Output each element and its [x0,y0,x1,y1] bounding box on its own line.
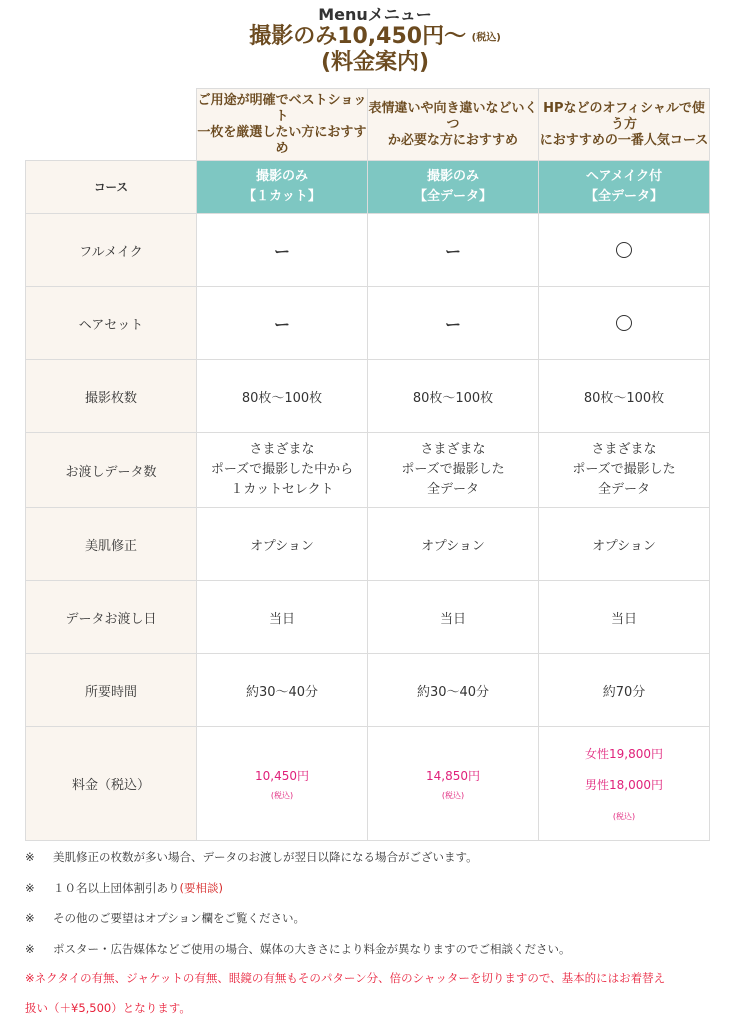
course-header: 撮影のみ 【全データ】 [368,161,539,214]
row-delivery [26,433,710,508]
table-cell: 約70分 [539,654,710,727]
table-cell: さまざまな ポーズで撮影した 全データ [368,433,539,508]
note-retouch: ※ 美肌修正の枚数が多い場合、データのお渡しが翌日以降になる場合がございます。 [25,850,478,864]
note-mark: ※ [25,881,35,895]
table-cell: 約30〜40分 [368,654,539,727]
row-retouch [26,508,710,581]
row-label: データお渡し日 [26,581,197,654]
row-duration [26,654,710,727]
circle-icon [616,242,632,258]
table-cell [368,214,539,287]
course-header: ヘアメイク付 【全データ】 [539,161,710,214]
note-group-discount: ※ １０名以上団体割引あり(要相談) [25,881,223,895]
table-cell [197,287,368,360]
red-note-line1: ※ネクタイの有無、ジャケットの有無、眼鏡の有無もそのパターン分、倍のシャッターを切りますので、基本的にはお着替え [25,971,666,985]
blank-cell [26,89,197,161]
note-mark: ※ [25,942,35,956]
table-cell: オプション [368,508,539,581]
course-row [26,161,710,214]
dash-mark: ー [444,241,461,261]
table-cell: 80枚〜100枚 [368,360,539,433]
course-label: コース [26,161,197,214]
note-mark: ※ [25,911,35,925]
red-note-line2: 扱い（＋¥5,500）となります。 [25,1001,191,1015]
row-label: 美肌修正 [26,508,197,581]
price-female: 女性19,800円 [585,747,663,761]
recommend-cell: ご用途が明確でベストショット 一枚を厳選したい方におすすめ [197,89,368,161]
price-subtitle: (料金案内) [320,50,430,75]
recommend-cell: HPなどのオフィシャルで使う方 におすすめの一番人気コース [539,89,710,161]
table-cell: 当日 [539,581,710,654]
consult-label: (要相談) [179,881,223,895]
price-tax: (税込) [471,32,501,44]
table-cell [539,727,710,841]
table-cell [368,727,539,841]
table-cell: さまざまな ポーズで撮影した 全データ [539,433,710,508]
row-label: お渡しデータ数 [26,433,197,508]
course-header: 撮影のみ 【１カット】 [197,161,368,214]
menu-table [25,88,710,841]
menu-title: Menuメニュー [318,5,432,24]
tax-note: (税込) [441,790,465,800]
tax-note: (税込) [270,790,294,800]
row-shots [26,360,710,433]
row-delivery-day [26,581,710,654]
price-value: 14,850円 [426,768,480,783]
table-cell [368,287,539,360]
table-cell [539,287,710,360]
recommend-row [26,89,710,161]
table-cell [197,214,368,287]
dash-mark: ー [273,241,290,261]
recommend-cell: 表情違いや向き違いなどいくつ か必要な方におすすめ [368,89,539,161]
circle-icon [616,315,632,331]
dash-mark: ー [273,314,290,334]
row-full-makeup [26,214,710,287]
table-cell: 当日 [368,581,539,654]
price-value: 10,450円 [255,768,309,783]
row-price [26,727,710,841]
table-cell: さまざまな ポーズで撮影した中から １カットセレクト [197,433,368,508]
row-label: 撮影枚数 [26,360,197,433]
table-cell: オプション [539,508,710,581]
table-cell: オプション [197,508,368,581]
row-hair-set [26,287,710,360]
note-options: ※ その他のご要望はオプション欄をご覧ください。 [25,911,305,925]
table-cell: 80枚〜100枚 [197,360,368,433]
price-line: 撮影のみ10,450円〜 [249,24,467,49]
price-male: 男性18,000円 [585,778,663,792]
row-label: 料金（税込） [26,727,197,841]
dash-mark: ー [444,314,461,334]
table-cell: 約30〜40分 [197,654,368,727]
row-label: ヘアセット [26,287,197,360]
row-label: 所要時間 [26,654,197,727]
note-poster: ※ ポスター・広告媒体などご使用の場合、媒体の大きさにより料金が異なりますのでご相談ください。 [25,942,571,956]
table-cell [539,214,710,287]
tax-note: (税込) [612,812,636,821]
row-label: フルメイク [26,214,197,287]
table-cell: 当日 [197,581,368,654]
table-cell [197,727,368,841]
price-headline [0,25,750,51]
note-mark: ※ [25,850,35,864]
table-cell: 80枚〜100枚 [539,360,710,433]
